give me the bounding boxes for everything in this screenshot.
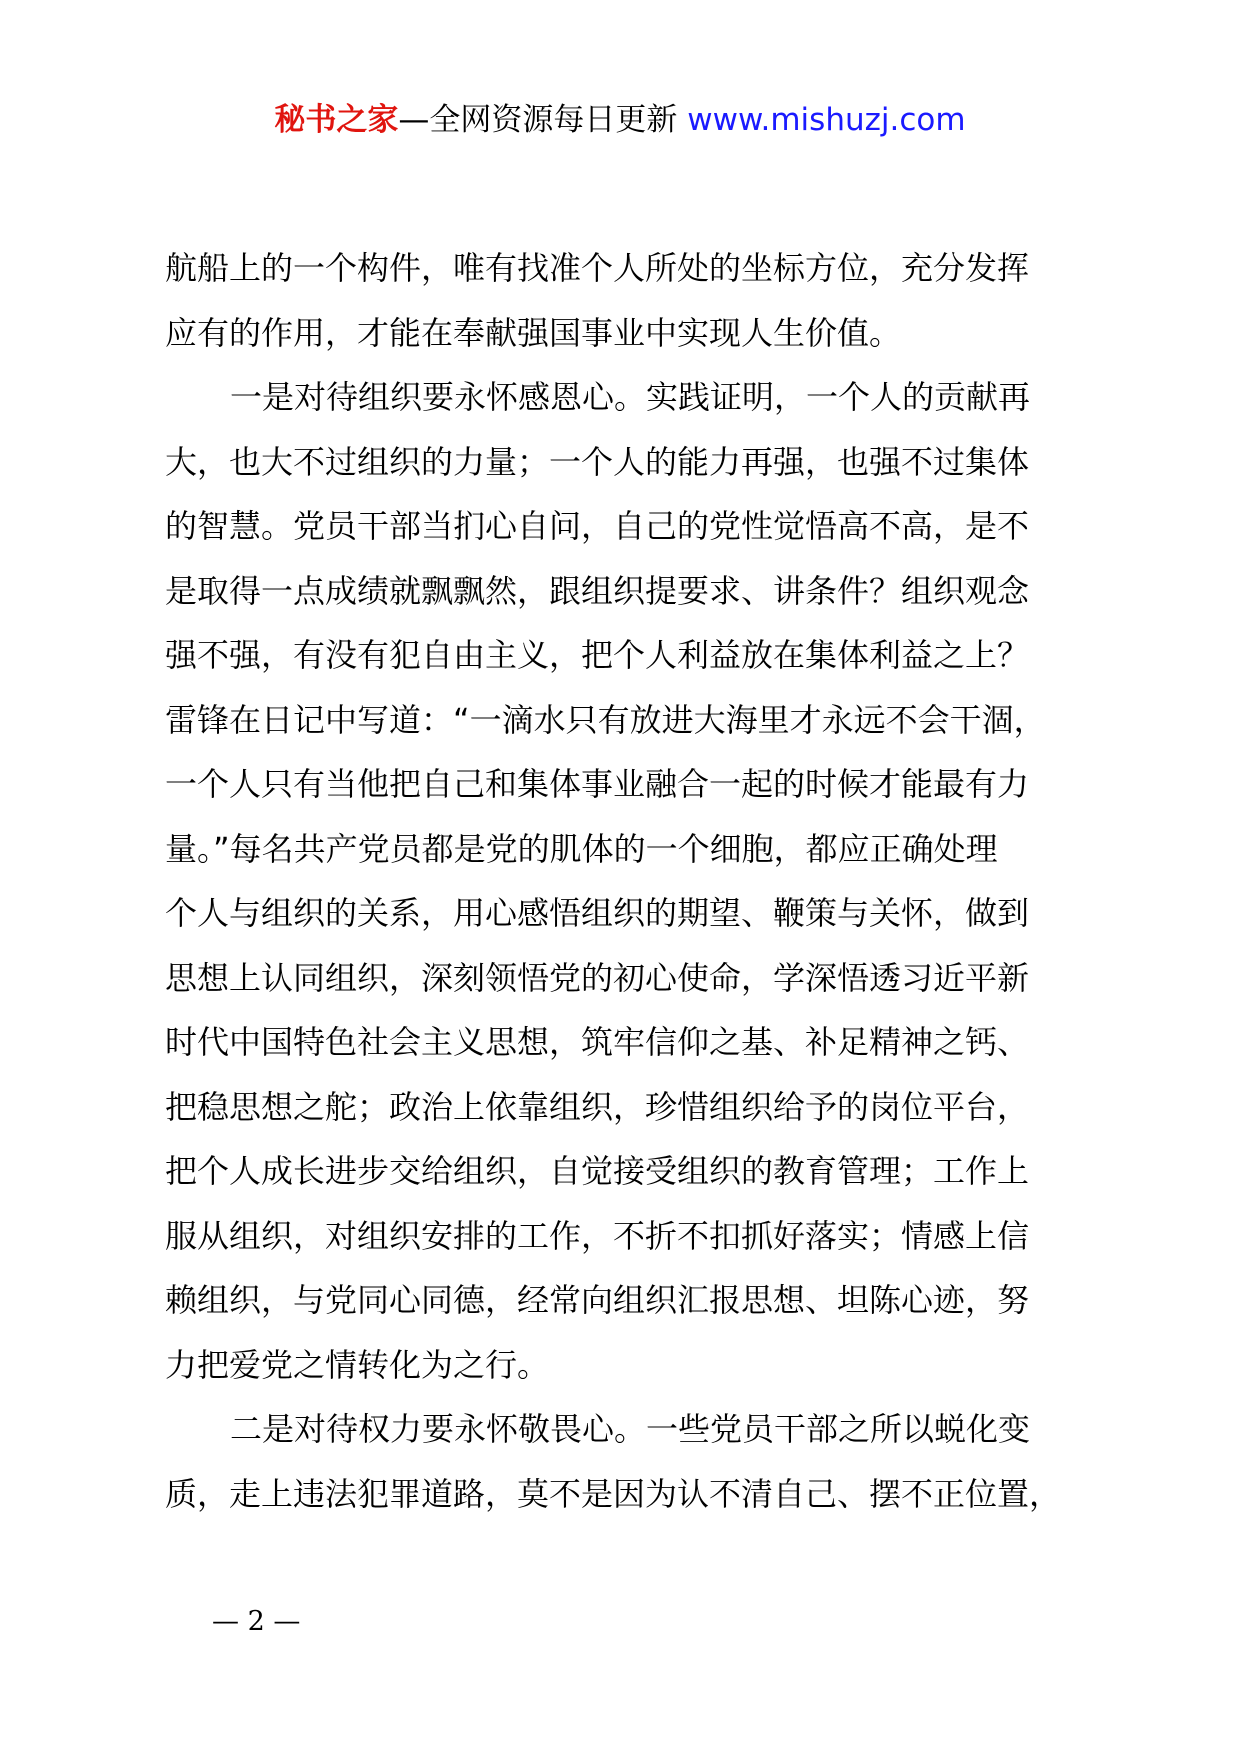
body-line-20: 质，走上违法犯罪道路，莫不是因为认不清自己、摆不正位置， bbox=[165, 1474, 1062, 1513]
body-line-13: 时代中国特色社会主义思想，筑牢信仰之基、补足精神之钙、 bbox=[165, 1023, 1030, 1061]
body-line-9: 一个人只有当他把自己和集体事业融合一起的时候才能最有力 bbox=[165, 765, 1030, 803]
document-body bbox=[165, 236, 1125, 1526]
body-line-10: 量。”每名共产党员都是党的肌体的一个细胞，都应正确处理 bbox=[165, 829, 998, 868]
header-tagline: —全网资源每日更新 bbox=[398, 102, 688, 138]
page-number: — 2 — bbox=[212, 1606, 301, 1637]
paragraph-first-line: 二是对待权力要永怀敬畏心。一些党员干部之所以蜕化变 bbox=[230, 1410, 1031, 1448]
body-line-18: 力把爱党之情转化为之行。 bbox=[165, 1345, 550, 1384]
body-line-6: 是取得一点成绩就飘飘然，跟组织提要求、讲条件？组织观念 bbox=[165, 571, 1030, 610]
paragraph-first-line: 一是对待组织要永怀感恩心。实践证明，一个人的贡献再 bbox=[230, 378, 1031, 416]
body-line-2: 应有的作用，才能在奉献强国事业中实现人生价值。 bbox=[165, 313, 902, 352]
brand-name: 秘书之家 bbox=[274, 102, 399, 138]
body-line-11: 个人与组织的关系，用心感悟组织的期望、鞭策与关怀，做到 bbox=[165, 894, 1030, 932]
body-line-14: 把稳思想之舵；政治上依靠组织，珍惜组织给予的岗位平台， bbox=[165, 1087, 1030, 1126]
body-line-8: 雷锋在日记中写道：“一滴水只有放进大海里才永远不会干涸， bbox=[165, 700, 1046, 739]
body-line-1: 航船上的一个构件，唯有找准个人所处的坐标方位，充分发挥 bbox=[165, 249, 1030, 287]
body-line-5: 的智慧。党员干部当扪心自问，自己的党性觉悟高不高，是不 bbox=[165, 507, 1030, 545]
body-line-4: 大，也大不过组织的力量；一个人的能力再强，也强不过集体 bbox=[165, 442, 1030, 481]
body-line-12: 思想上认同组织，深刻领悟党的初心使命，学深悟透习近平新 bbox=[165, 958, 1030, 997]
body-line-15: 把个人成长进步交给组织，自觉接受组织的教育管理；工作上 bbox=[165, 1152, 1030, 1190]
site-url-link[interactable]: www.mishuzj.com bbox=[687, 102, 966, 138]
body-line-16: 服从组织，对组织安排的工作，不折不扣抓好落实；情感上信 bbox=[165, 1216, 1030, 1255]
body-line-17: 赖组织，与党同心同德，经常向组织汇报思想、坦陈心迹，努 bbox=[165, 1281, 1030, 1319]
body-line-7: 强不强，有没有犯自由主义，把个人利益放在集体利益之上？ bbox=[165, 636, 1030, 674]
site-header-banner bbox=[0, 98, 1240, 142]
